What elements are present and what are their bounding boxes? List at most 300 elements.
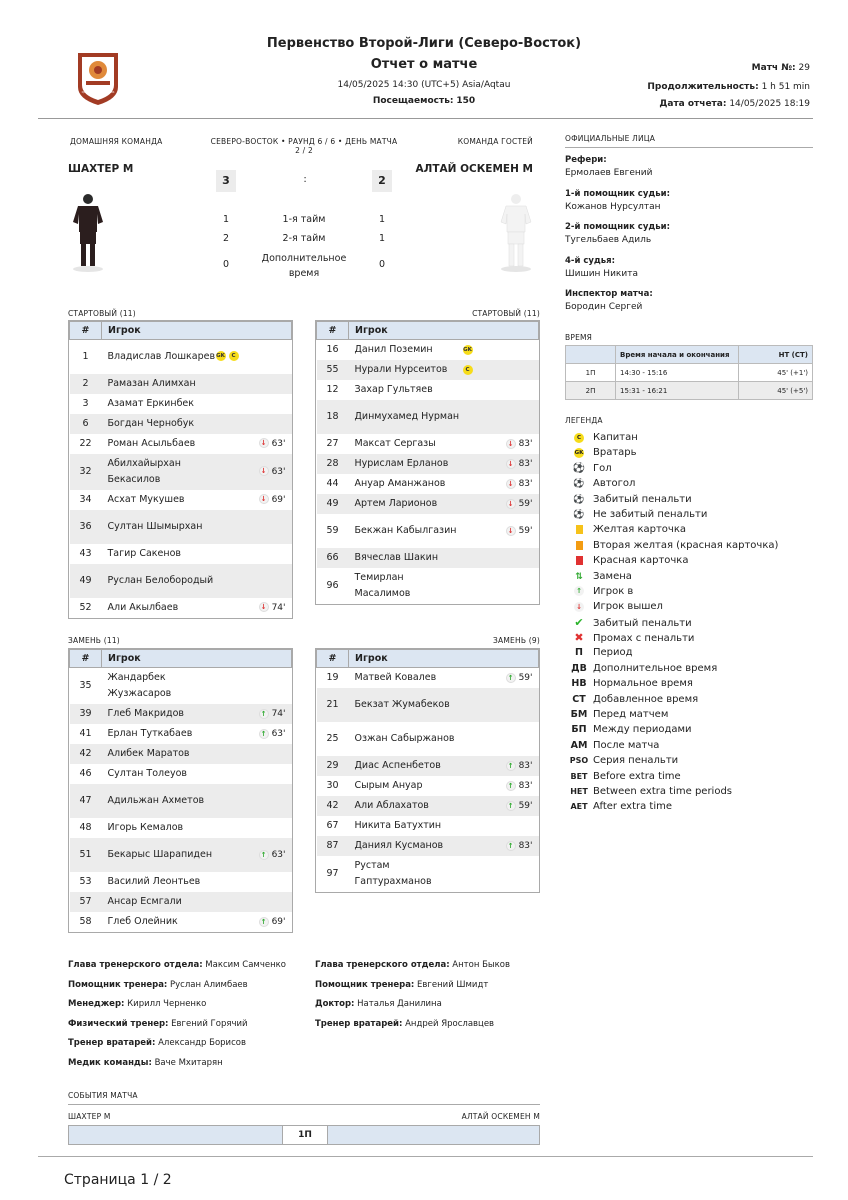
player-name: Озжан Сабыржанов [354, 733, 455, 744]
table-row [70, 872, 292, 892]
legend-item [568, 476, 813, 491]
event-minute: 83' [518, 459, 533, 469]
footer-divider [38, 1156, 813, 1157]
player-in-icon: ↑ [568, 585, 590, 600]
legend-item [568, 630, 813, 645]
player-cell-content [355, 409, 533, 425]
captain-icon: C [463, 365, 473, 375]
official-name: Кожанов Нурсултан [565, 201, 661, 212]
away-team-name: АЛТАЙ ОСКЕМЕН М [415, 163, 533, 175]
legend-label: Гол [593, 462, 612, 474]
player-name: Глеб Макридов [107, 708, 185, 719]
penalty-missed-icon: ⚽ [573, 509, 585, 520]
table-row [317, 668, 539, 689]
player-name: Бекзат Жумабеков [354, 699, 450, 710]
event-minute: 59' [518, 499, 533, 509]
player-out-icon: ↓ [259, 602, 269, 612]
away-team-label: КОМАНДА ГОСТЕЙ [457, 137, 533, 146]
player-cell-content [108, 726, 286, 742]
table-row [70, 838, 292, 872]
staff-name: Андрей Ярославцев [405, 1018, 495, 1029]
player-cell-content [355, 550, 533, 566]
official-entry [565, 222, 813, 256]
col-num: # [70, 322, 102, 340]
legend-abbr: AET [570, 802, 588, 812]
player-name: Динмухамед Нурман [354, 411, 460, 422]
table-row [70, 912, 292, 932]
legend-item [568, 707, 813, 722]
player-number: 97 [326, 868, 339, 879]
staff-role: Тренер вратарей: [315, 1018, 403, 1029]
table-row [317, 856, 539, 892]
staff-role: Глава тренерского отдела: [68, 960, 203, 970]
event-minute: 83' [518, 479, 533, 489]
report-subtitle: Отчет о матче [370, 57, 478, 72]
player-number: 34 [79, 493, 92, 505]
player-badges [216, 349, 256, 365]
player-badges [463, 342, 503, 358]
table-row [70, 724, 292, 744]
times-col-range: Время начала и окончания [616, 346, 739, 364]
player-name: Игорь Кемалов [107, 822, 184, 833]
legend-label: Добавленное время [593, 693, 699, 705]
player-cell [349, 722, 539, 756]
table-row [317, 340, 539, 361]
staff-entry [68, 960, 308, 980]
event-minute: 83' [518, 761, 533, 771]
legend-item [568, 738, 813, 753]
staff-role: Физический тренер: [68, 1018, 169, 1029]
player-name: Василий Леонтьев [107, 876, 201, 887]
legend-item [568, 645, 813, 660]
player-in-icon: ↑ [506, 761, 516, 771]
legend-list [568, 430, 813, 815]
player-event [259, 847, 286, 863]
player-cell [102, 912, 292, 932]
staff-role: Глава тренерского отдела: [315, 960, 450, 970]
player-cell [349, 668, 539, 689]
period2-away: 1 [378, 233, 386, 244]
player-cell [102, 872, 292, 892]
period3-home: 0 [222, 259, 230, 270]
round-label: СЕВЕРО-ВОСТОК • РАУНД 6 / 6 • ДЕНЬ МАТЧА 2 / 2 [210, 137, 398, 155]
legend-item [568, 430, 813, 445]
table-row [317, 494, 539, 514]
player-in-icon: ↑ [506, 801, 516, 811]
col-player: Игрок [349, 650, 539, 668]
col-num: # [317, 322, 349, 340]
legend-label: После матча [593, 739, 660, 751]
legend-item [568, 661, 813, 676]
table-row [317, 400, 539, 434]
player-event [506, 838, 533, 854]
player-out-icon: ↓ [506, 499, 516, 509]
home-team-label: ДОМАШНЯЯ КОМАНДА [70, 137, 163, 146]
player-name: Абилхайырхан Бекасилов [107, 457, 181, 485]
legend-abbr: ДВ [571, 662, 587, 674]
staff-entry [315, 980, 555, 1000]
times-row1-period: 1П [566, 364, 616, 382]
staff-entry [315, 960, 555, 980]
staff-role: Менеджер: [68, 999, 125, 1010]
player-in-icon: ↑ [259, 729, 269, 739]
table-row [317, 836, 539, 856]
legend-label: Между периодами [593, 724, 692, 736]
report-date-value: 14/05/2025 18:19 [729, 99, 810, 109]
legend-abbr: PSO [569, 756, 589, 766]
legend-item [568, 569, 813, 584]
player-cell [102, 668, 292, 705]
player-name: Глеб Олейник [107, 916, 178, 927]
event-minute: 83' [518, 439, 533, 449]
player-event [506, 476, 533, 492]
player-in-icon: ↑ [506, 781, 516, 791]
event-minute: 63' [271, 729, 286, 739]
times-title: ВРЕМЯ [565, 333, 593, 342]
table-row [317, 454, 539, 474]
second-yellow-card-icon [568, 539, 590, 554]
event-minute: 63' [271, 850, 286, 860]
legend-abbr: BET [570, 771, 588, 781]
home-subs-table [68, 648, 293, 933]
player-in-icon: ↑ [259, 850, 269, 860]
times-col-period [566, 346, 616, 364]
player-number: 49 [70, 564, 102, 598]
official-name: Шишин Никита [565, 268, 638, 279]
player-in-icon: ↑ [259, 709, 269, 719]
player-cell-content [355, 342, 533, 358]
event-minute: 59' [518, 801, 533, 811]
player-cell-content [108, 766, 286, 782]
player-cell-content [108, 670, 286, 702]
officials-divider [565, 147, 813, 148]
page-number: Страница 1 / 2 [64, 1172, 172, 1188]
table-row [317, 380, 539, 400]
player-cell [102, 544, 292, 564]
player-cell-content [355, 436, 533, 452]
legend-item [568, 784, 813, 799]
player-number: 58 [79, 916, 92, 927]
player-event [506, 798, 533, 814]
legend-item [568, 584, 813, 599]
staff-entry [68, 1038, 308, 1058]
table-row [317, 474, 539, 494]
staff-role: Тренер вратарей: [68, 1038, 156, 1049]
player-number: 87 [317, 836, 349, 856]
times-row1-range: 14:30 - 15:16 [616, 364, 739, 382]
times-col-ht: HT (CT) [739, 346, 813, 364]
player-event [506, 670, 533, 686]
duration-value: 1 h 51 min [761, 82, 810, 92]
away-subs-label: ЗАМЕНЬ (9) [493, 636, 540, 645]
player-badges [463, 362, 503, 378]
col-player: Игрок [102, 650, 292, 668]
table-row [317, 722, 539, 756]
player-out-icon: ↓ [568, 600, 590, 615]
player-number: 35 [79, 680, 92, 691]
player-number: 3 [82, 397, 89, 409]
legend-label: Капитан [593, 432, 638, 443]
duration-label: Продолжительность: [647, 82, 759, 92]
staff-name: Антон Быков [452, 960, 510, 970]
player-cell-content [108, 746, 286, 762]
player-name: Диас Аспенбетов [354, 760, 441, 771]
player-cell [102, 818, 292, 838]
table-row [70, 434, 292, 454]
player-event [259, 492, 286, 508]
events-timeline [68, 1125, 540, 1145]
player-cell [349, 688, 539, 722]
legend-label: Автогол [593, 478, 636, 490]
player-cell-content [355, 798, 533, 814]
player-name: Нурали Нурсеитов [354, 364, 448, 375]
player-number: 1 [82, 350, 89, 362]
period2-label: 2-я тайм [282, 233, 326, 244]
legend-label: Дополнительное время [593, 662, 718, 674]
league-logo-text: QAZAQSTAN PREMIER LIGA [81, 90, 115, 98]
event-minute: 83' [518, 841, 533, 851]
player-cell [102, 764, 292, 784]
player-number: 30 [326, 780, 339, 791]
table-row [70, 340, 292, 374]
col-num: # [70, 650, 102, 668]
player-event [506, 456, 533, 472]
player-number: 29 [317, 756, 349, 776]
table-row [317, 514, 539, 548]
player-number: 59 [326, 525, 339, 536]
table-row [70, 818, 292, 838]
attendance-value: 150 [456, 96, 476, 106]
player-name: Асхат Мукушев [107, 493, 185, 505]
table-row [70, 668, 292, 705]
player-number: 16 [326, 344, 339, 355]
player-number: 32 [70, 454, 102, 490]
player-name: Никита Батухтин [354, 820, 442, 831]
player-cell-content [108, 874, 286, 890]
home-subs-label: ЗАМЕНЬ (11) [68, 636, 120, 645]
legend-item [568, 492, 813, 507]
player-cell [349, 796, 539, 816]
player-cell [102, 374, 292, 394]
player-event [506, 758, 533, 774]
legend-abbr: П [575, 647, 583, 659]
table-row [70, 892, 292, 912]
official-entry [565, 256, 813, 290]
staff-entry [68, 1058, 308, 1078]
player-number: 52 [79, 601, 92, 613]
player-name: Данил Поземин [354, 344, 433, 355]
events-title: СОБЫТИЯ МАТЧА [68, 1091, 138, 1100]
legend-item [568, 461, 813, 476]
player-cell-content [108, 847, 286, 863]
player-cell-content [108, 376, 286, 392]
player-name: Ерлан Туткабаев [107, 728, 193, 739]
away-starting-label: СТАРТОВЫЙ (11) [472, 309, 540, 318]
official-role: 1-й помощник судьи: [565, 188, 670, 199]
player-name: Бекжан Кабылгазин [354, 525, 457, 536]
player-name: Тагир Сакенов [107, 547, 181, 559]
header-divider [38, 118, 813, 119]
table-row [70, 510, 292, 544]
legend-item [568, 769, 813, 784]
player-name: Нурислам Ерланов [354, 458, 449, 469]
own-goal-icon: ⚽ [573, 479, 585, 490]
captain-icon: C [568, 431, 590, 446]
player-out-icon: ↓ [506, 479, 516, 489]
times-table [565, 345, 813, 400]
goalkeeper-icon: GK [574, 449, 584, 456]
legend-label: Серия пенальти [593, 755, 679, 767]
legend-label: Перед матчем [593, 709, 669, 721]
player-in-icon: ↑ [259, 917, 269, 927]
player-name: Адильжан Ахметов [107, 795, 205, 806]
match-number-label: Матч №: [751, 63, 796, 73]
staff-entry [315, 1019, 555, 1039]
player-cell-content [108, 706, 286, 722]
player-name: Матвей Ковалев [354, 672, 437, 683]
player-cell-content [355, 778, 533, 794]
player-number: 2 [70, 374, 102, 394]
player-cell-content [108, 793, 286, 809]
player-event [259, 600, 286, 616]
player-cell-content [108, 349, 286, 365]
player-cell-content [108, 416, 286, 432]
event-minute: 59' [518, 673, 533, 683]
legend-label: Between extra time periods [593, 785, 733, 797]
player-cell-content [108, 436, 286, 452]
player-cell [102, 414, 292, 434]
player-cell [349, 548, 539, 568]
player-cell [349, 514, 539, 548]
player-cell [349, 434, 539, 454]
player-number: 41 [79, 728, 92, 739]
player-cell [102, 744, 292, 764]
player-cell [102, 454, 292, 490]
staff-entry [68, 1019, 308, 1039]
player-cell [102, 394, 292, 414]
match-number-value: 29 [798, 63, 810, 73]
player-cell [349, 816, 539, 836]
official-name: Ермолаев Евгений [565, 168, 653, 178]
legend-abbr: АМ [570, 739, 588, 751]
table-row [70, 744, 292, 764]
legend-item [568, 538, 813, 553]
table-row [70, 704, 292, 724]
player-cell [102, 510, 292, 544]
player-cell-content [355, 570, 533, 602]
player-cell-content [108, 456, 286, 488]
player-cell-content [355, 456, 533, 472]
player-cell [102, 490, 292, 510]
legend-label: Желтая карточка [593, 524, 686, 536]
period1-home: 1 [222, 214, 230, 225]
legend-item [568, 692, 813, 707]
period3-label: Дополнительное время [261, 253, 347, 279]
player-cell-content [108, 894, 286, 910]
staff-name: Александр Борисов [158, 1038, 246, 1049]
legend-item [568, 445, 813, 460]
player-cell [102, 892, 292, 912]
table-row [317, 776, 539, 796]
legend-label: Красная карточка [593, 555, 689, 567]
player-name: Рустам Гаптурахманов [354, 860, 432, 887]
table-row [317, 688, 539, 722]
table-row [317, 796, 539, 816]
player-number: 42 [317, 796, 349, 816]
events-period-marker: 1П [282, 1125, 328, 1145]
official-role: 2-й помощник судьи: [565, 222, 670, 232]
goalkeeper-icon: GK [216, 353, 225, 360]
table-row [70, 544, 292, 564]
player-name: Али Акылбаев [107, 601, 179, 613]
table-row [70, 490, 292, 510]
event-minute: 63' [271, 438, 286, 449]
legend-item [568, 615, 813, 630]
legend-title: ЛЕГЕНДА [565, 416, 603, 425]
table-row [70, 784, 292, 818]
player-event [506, 778, 533, 794]
player-name: Султан Толеуов [107, 768, 187, 779]
player-number: 55 [317, 360, 349, 380]
player-cell [349, 856, 539, 892]
legend-abbr: СТ [572, 693, 586, 705]
staff-role: Медик команды: [68, 1057, 152, 1068]
official-role: Инспектор матча: [565, 289, 653, 299]
table-row [70, 414, 292, 434]
legend-item [568, 753, 813, 768]
staff-name: Руслан Алимбаев [170, 979, 248, 990]
events-home-team: ШАХТЕР М [68, 1112, 111, 1121]
officials-list [565, 155, 813, 323]
staff-name: Кирилл Черненко [127, 999, 207, 1010]
player-number: 12 [326, 384, 339, 395]
staff-name: Ваче Мхитарян [154, 1057, 223, 1068]
player-cell [349, 400, 539, 434]
player-out-icon: ↓ [259, 494, 269, 504]
legend-abbr: HET [570, 786, 588, 796]
table-row [70, 764, 292, 784]
player-event [259, 726, 286, 742]
home-starting-table [68, 320, 293, 619]
times-row1-ht: 45' (+1') [739, 364, 813, 382]
player-cell-content [355, 523, 533, 539]
player-cell-content [355, 838, 533, 854]
player-cell-content [355, 758, 533, 774]
player-event [259, 464, 286, 480]
substitution-icon: ⇅ [575, 571, 583, 582]
player-cell [102, 704, 292, 724]
attendance-label: Посещаемость: [372, 96, 454, 106]
player-out-icon: ↓ [506, 439, 516, 449]
player-number: 6 [70, 414, 102, 434]
player-cell [349, 340, 539, 361]
away-starting-table [315, 320, 540, 605]
player-number: 66 [317, 548, 349, 568]
player-number: 46 [79, 768, 92, 779]
player-out-icon: ↓ [506, 459, 516, 469]
legend-item [568, 676, 813, 691]
event-minute: 59' [518, 526, 533, 536]
player-cell [349, 380, 539, 400]
player-event [259, 706, 286, 722]
legend-label: Игрок вышел [593, 601, 663, 613]
table-row [70, 394, 292, 414]
legend-label: Игрок в [593, 585, 634, 597]
player-cell [349, 836, 539, 856]
captain-icon: C [229, 351, 239, 361]
official-entry [565, 155, 813, 189]
penalty-scored-icon: ⚽ [573, 494, 585, 505]
